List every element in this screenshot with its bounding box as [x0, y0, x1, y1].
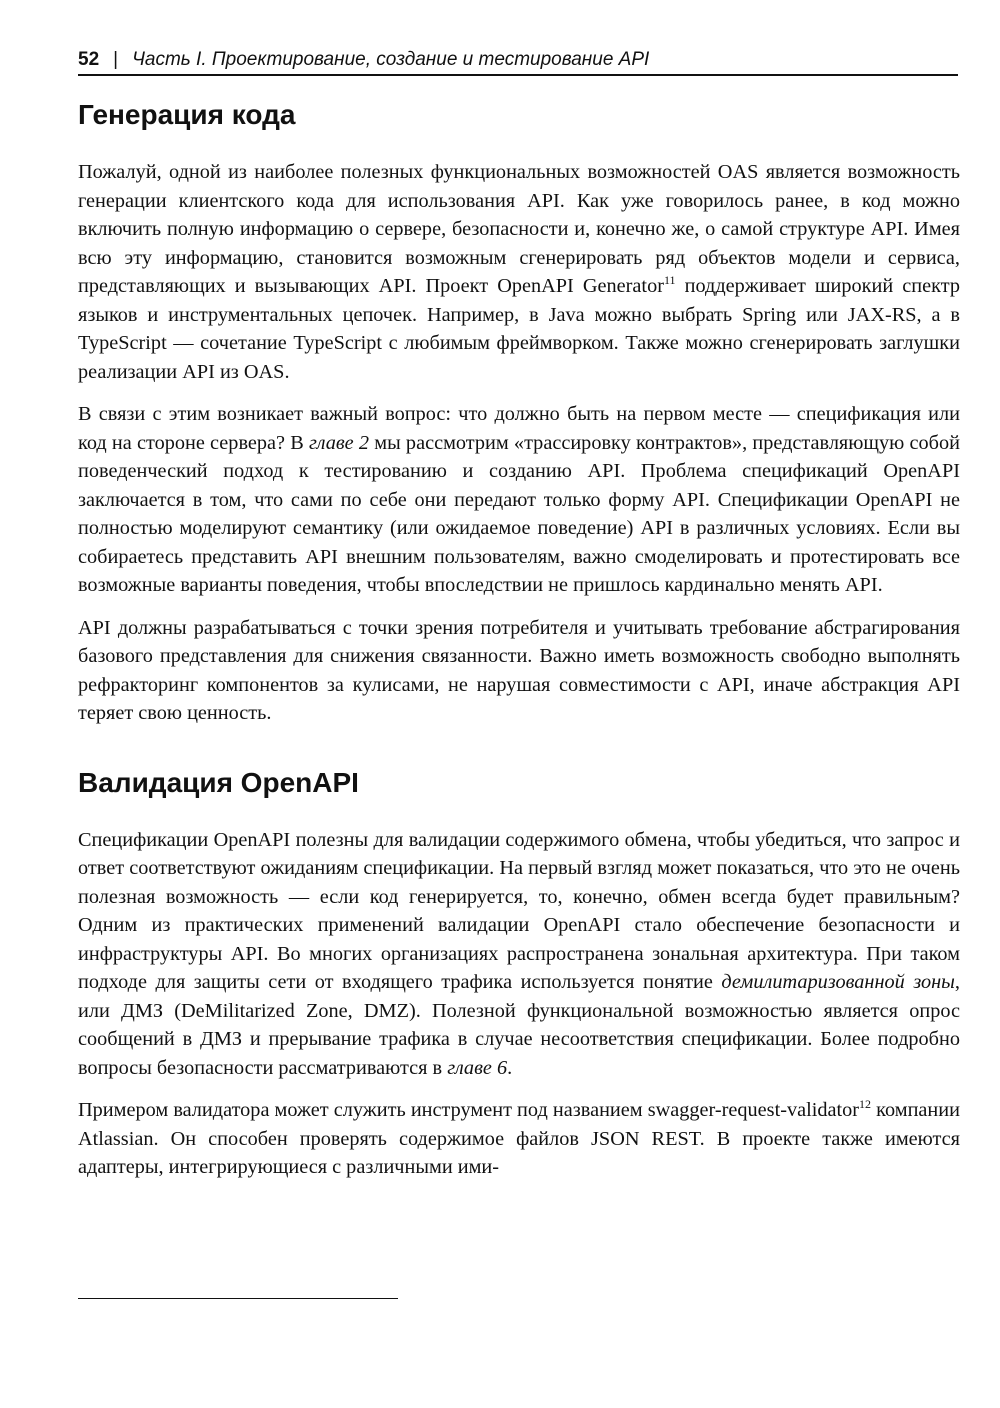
paragraph [78, 400, 960, 600]
footnote-separator [78, 1298, 398, 1299]
text-run: В связи с этим возникает важный вопрос: что должно быть на первом месте — спецификация или код на стороне сервера? В [78, 403, 960, 454]
paragraph: API должны разрабатываться с точки зрения потребителя и учитывать требование абстрагирования базового представления для снижения связанности. Важно иметь возможность свободно выполнять рефракторинг компонентов за кулисами, не нарушая совместимости с API, иначе абстракция API теряет свою ценность. [78, 616, 960, 724]
section-heading-code-generation: Генерация кода [78, 99, 296, 130]
running-title: Часть I. Проектирование, создание и тестирование API [132, 49, 650, 70]
text-run: мы рассмотрим «трассировку контрактов», представляющую собой поведенческий подход к тестированию и созданию API. Проблема спецификаций OpenAPI заключается в том, что сами по себе они передают только форму API. Спецификации OpenAPI не полностью моделируют семантику (или ожидаемое поведение) API в различных условиях. Если вы собираетесь представить API внешним пользователям, важно смоделировать и протестировать все возможные варианты поведения, чтобы впоследствии не пришлось кардинально менять API. [78, 431, 960, 596]
paragraph [78, 1096, 960, 1182]
section-heading-openapi-validation: Валидация OpenAPI [78, 766, 359, 798]
chapter-reference: главе 2 [309, 431, 370, 454]
running-header [78, 46, 958, 76]
text-run: компании Atlassian. Он способен проверять содержимое файлов JSON REST. В проекте также имеются адаптеры, интегрирующиеся с различными ими- [78, 1099, 960, 1178]
chapter-reference: главе 6 [447, 1056, 508, 1079]
page-number: 52 [78, 49, 100, 70]
paragraph [78, 158, 960, 386]
text-run: . [507, 1056, 513, 1079]
term-emphasis: демилитаризованной зоны [721, 971, 955, 993]
text-run: поддерживает широкий спектр языков и инструментальных цепочек. Например, в Java можно выбрать Spring или JAX-RS, а в TypeScript — сочетание TypeScript с любимым фреймворком. Также можно сгенерировать заглушки реализации API из OAS. [78, 275, 960, 383]
header-separator: | [113, 49, 119, 70]
footnote-ref-12: 12 [859, 1097, 872, 1112]
footnote-ref-11: 11 [663, 273, 676, 288]
paragraph [78, 826, 960, 1083]
text-run: Примером валидатора может служить инструмент под названием swagger-request-validator [78, 1099, 860, 1121]
page-body [78, 98, 960, 1196]
text-run: Спецификации OpenAPI полезны для валидации содержимого обмена, чтобы убедиться, что запрос и ответ соответствуют ожиданиям спецификации. На первый взгляд может показаться, что это не очень полезная возможность — если код генерируется, то, конечно, обмен всегда будет правильным? Одним из практических применений валидации OpenAPI стало обеспечение безопасности и инфраструктуры API. Во многих организациях распространена зональная архитектура. При таком подходе для защиты сети от входящего трафика используется понятие [78, 828, 960, 993]
text-run: Пожалуй, одной из наиболее полезных функциональных возможностей OAS является возможность генерации клиентского кода для использования API. Как уже говорилось ранее, в код можно включить полную информацию о сервере, безопасности и, конечно же, о самой структуре API. Имея всю эту информацию, становится возможным сгенерировать ряд объектов модели и сервиса, представляющих и вызывающих API. Проект OpenAPI Generator [78, 161, 960, 297]
text-run: , или ДМЗ (DeMilitarized Zone, DMZ). Полезной функциональной возможностью является опрос сообщений в ДМЗ и прерывание трафика в случае несоответствия спецификации. Более подробно вопросы безопасности рассматриваются в [78, 971, 960, 1079]
